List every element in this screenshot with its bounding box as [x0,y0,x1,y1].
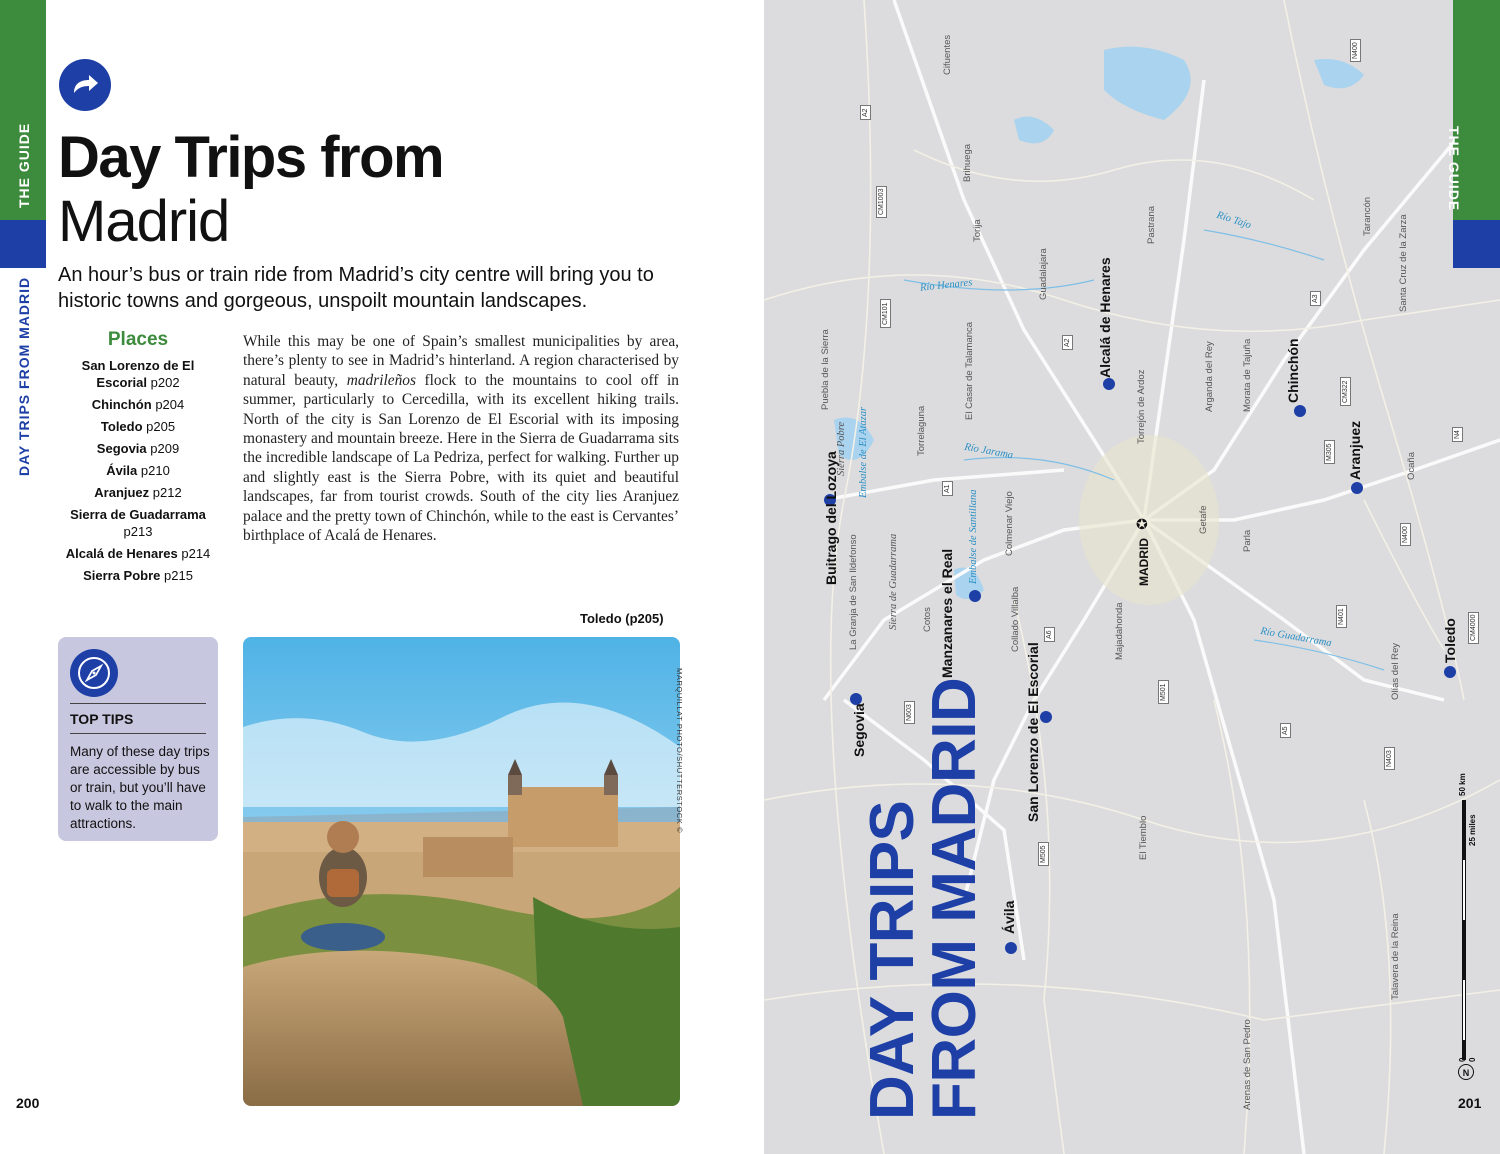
map-title-line1: DAY TRIPS [858,800,927,1120]
scale-zero-label: 0 [1468,1057,1477,1062]
place-label: Brihuega [962,143,973,182]
road-label: N603 [904,701,915,724]
north-label: N [1462,1068,1470,1078]
town-marker[interactable] [969,590,981,602]
road-label: A3 [1310,291,1321,306]
place-label: Guadalajara [1038,248,1049,300]
road-label: M305 [1324,440,1335,464]
road-label: A1 [942,481,953,496]
reservoir-label: Embalse de El Atazar [858,406,869,498]
river-label: Río Tajo [1215,209,1253,232]
top-tips-box [58,637,218,841]
reservoir-label: Embalse de Santillana [968,489,979,584]
mountain-label: Sierra Pobre [836,421,847,476]
place-item[interactable]: Segovia p209 [96,440,180,456]
place-label: La Granja de San Ildefonso [848,534,859,650]
road-label: N400 [1400,523,1411,546]
town-marker[interactable] [1444,666,1456,678]
place-label: Talavera de la Reina [1390,913,1401,1000]
place-item[interactable]: Alcalá de Henares p214 [65,545,211,561]
tips-title: TOP TIPS [70,711,134,727]
scale-zero-label: 0 [1458,1057,1467,1062]
town-label: Alcalá de Henares [1097,257,1113,378]
place-label: Cifuentes [942,34,953,75]
place-label: Olías del Rey [1390,642,1401,700]
compass-icon [70,649,118,697]
town-marker[interactable] [1103,378,1115,390]
place-label: Torija [972,219,983,242]
place-label: Cotos [922,607,933,632]
town-label: Toledo [1442,618,1458,663]
page-number-left: 200 [16,1095,40,1111]
road-label: A5 [1280,723,1291,738]
right-blue-tab [1453,220,1500,268]
town-label: Chinchón [1285,338,1301,403]
place-label: Parla [1242,529,1253,552]
place-label: Puebla de la Sierra [820,329,831,410]
place-label: Arenas de San Pedro [1242,1019,1253,1110]
place-label: Collado Villalba [1010,586,1021,652]
road-label: N4 [1452,427,1463,442]
capital-label: MADRID [1137,538,1151,586]
town-label: Manzanares el Real [939,548,955,678]
town-marker[interactable] [1351,482,1363,494]
place-label: Tarancón [1362,196,1373,236]
town-marker[interactable] [1005,942,1017,954]
scale-miles-label: 25 miles [1468,814,1477,846]
spine-blue-tab [0,220,46,268]
tips-divider [70,703,206,704]
place-label: Morata de Tajuña [1242,338,1253,412]
body-text: While this may be one of Spain’s smallest municipalities by area, there’s plenty to see in Madrid’s hinterland. A region characterised by natural beauty, madrileños flock to the mountains to cool off in summer, particularly to Cercedilla, with its excellent hiking trails. North of the city is San Lorenzo de El Escorial with its imposing monastery and mountain breeze. Here in the Sierra de Guadarrama sits the incredible landscape of La Pedriza, perfect for walking. Further up and slightly east is the Sierra Pobre, with its quiet and beautiful landscapes, far from tourist crowds. South of the city lies Aranjuez palace and the pretty town of Chinchón, while to the east is Cervantes’ birthplace of Acalá de Henares. [243,333,679,545]
page-number-right: 201 [1458,1095,1482,1111]
spine-section-label: DAY TRIPS FROM MADRID [16,276,32,476]
road-label: A6 [1044,627,1055,642]
place-label: El Casar de Talamanca [964,321,975,420]
capital-star-icon: ✪ [1136,516,1148,532]
places-heading: Places [107,329,169,350]
place-label: Ocaña [1406,452,1417,480]
place-label: Getafe [1198,505,1209,534]
town-label: Aranjuez [1347,420,1363,480]
place-label: Pastrana [1146,205,1157,244]
river-label: Río Henares [919,277,973,294]
place-label: Arganda del Rey [1204,341,1215,412]
road-label: M501 [1158,680,1169,704]
tips-divider [70,733,206,734]
tips-text: Many of these day trips are accessible by bus or train, but you’ll have to walk to the main attractions. [70,744,210,831]
places-list [58,358,218,590]
town-label: San Lorenzo de El Escorial [1025,642,1041,822]
town-marker[interactable] [1040,711,1052,723]
scale-km-label: 50 km [1458,773,1467,796]
road-label: N403 [1384,747,1395,770]
place-item[interactable]: Ávila p210 [106,462,170,478]
place-label: Torrelaguna [916,405,927,456]
place-label: El Tiemblo [1138,815,1149,860]
place-label: Torrejón de Ardoz [1136,369,1147,444]
right-guide-label: THE GUIDE [1446,126,1462,212]
place-item[interactable]: Aranjuez p212 [94,484,182,500]
intro-text: An hour’s bus or train ride from Madrid’s city centre will bring you to historic towns and gorgeous, unspoilt mountain landscapes. [58,264,654,312]
road-label: A2 [1062,335,1073,350]
town-label: Buitrago del Lozoya [823,451,839,585]
road-label: CM4000 [1468,612,1479,644]
page-title-line1: Day Trips from [58,125,444,190]
river-label: Río Jarama [963,441,1014,462]
road-label: N400 [1350,39,1361,62]
town-label: Segovia [851,703,867,757]
road-label: N401 [1336,605,1347,628]
north-arrow-icon [1458,1064,1474,1080]
road-label: A2 [860,105,871,120]
place-label: Santa Cruz de la Zarza [1398,214,1409,312]
town-label: Ávila [1001,900,1017,934]
page-title-line2: Madrid [58,189,230,254]
map-title-line2: FROM MADRID [920,677,989,1120]
road-label: CM1003 [876,186,887,218]
town-marker[interactable] [1294,405,1306,417]
place-item[interactable]: Toledo p205 [100,418,176,434]
place-label: Colmenar Viejo [1004,491,1015,556]
road-label: CM101 [880,299,891,328]
place-label: Majadahonda [1114,602,1125,660]
place-item[interactable]: Sierra de Guadarrama p213 [70,507,206,539]
place-item[interactable]: Chinchón p204 [91,396,185,412]
place-item[interactable]: Sierra Pobre p215 [83,567,193,583]
photo-caption: Toledo (p205) [580,611,664,626]
photo-credit: MARQUILLAT PHOTO/SHUTTERSTOCK © [675,668,684,834]
toledo-photo [243,637,680,1106]
road-label: CM322 [1340,377,1351,406]
place-item[interactable]: San Lorenzo de El Escorial p202 [81,358,195,390]
road-label: M505 [1038,842,1049,866]
spine-guide-label: THE GUIDE [16,122,32,208]
river-label: Río Guadarrama [1259,625,1333,650]
mountain-label: Sierra de Guadarrama [888,533,899,630]
direction-arrow-icon [59,59,111,111]
